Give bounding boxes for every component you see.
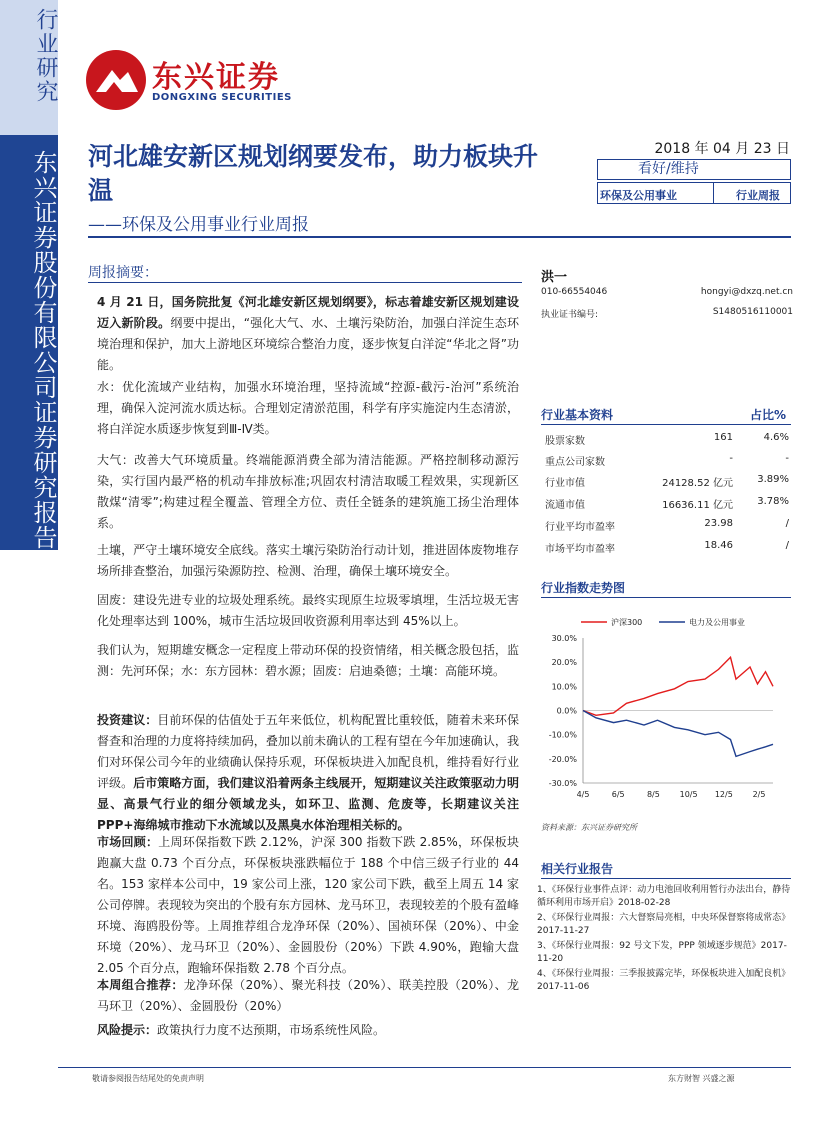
basic-info-pct-heading: 占比%	[750, 408, 787, 422]
table-row	[545, 428, 791, 449]
basic-info-heading: 行业基本资料	[541, 408, 614, 422]
footer-disclaimer: 敬请参阅报告结尾处的免责声明	[92, 1074, 204, 1083]
x-tick-label: 12/5	[714, 790, 733, 799]
summary-paragraph-6: 我们认为，短期雄安概念一定程度上带动环保的投资情绪，相关概念股包括，监测：先河环保；水：东方园林：碧水源；固废：启迪桑德；土壤：高能环境。	[97, 643, 519, 678]
trend-chart-divider	[541, 597, 791, 598]
y-tick-label: 10.0%	[551, 682, 577, 692]
p9-text: 龙净环保（20%）、聚光科技（20%）、联美控股（20%）、龙马环卫（20%）、金圆股份（20%）	[97, 978, 519, 1013]
sidebar-main-label: 东兴证券股份有限公司证券研究报告	[29, 150, 57, 550]
sector-name: 环保及公用事业	[600, 189, 677, 202]
sidebar-top-label: 行业研究	[33, 8, 58, 104]
trend-chart	[541, 608, 791, 813]
summary-divider	[88, 282, 522, 283]
p7-label: 投资建议：	[97, 713, 158, 727]
related-reports-divider	[541, 878, 791, 879]
summary-heading: 周报摘要：	[88, 265, 158, 281]
logo-text-cn: 东兴证券	[152, 60, 280, 95]
p10-label: 风险提示：	[97, 1023, 158, 1037]
related-report-item[interactable]: 2、《环保行业周报：六大督察局亮相，中央环保督察将成常态》2017-11-27	[537, 913, 791, 936]
p8-label: 市场回顾：	[97, 835, 159, 849]
row-label: 流通市值	[545, 500, 585, 511]
trend-chart-heading: 行业指数走势图	[541, 581, 626, 595]
row-label: 行业市值	[545, 478, 585, 489]
x-tick-label: 10/5	[679, 790, 698, 799]
row-pct: /	[785, 540, 789, 551]
footer-divider	[58, 1067, 791, 1068]
summary-paragraph-8	[97, 832, 519, 979]
row-label: 市场平均市盈率	[545, 544, 615, 555]
y-tick-label: -30.0%	[548, 779, 577, 788]
table-row	[545, 492, 791, 513]
company-logo-icon	[84, 48, 148, 112]
analyst-cert-label: 执业证书编号:	[541, 310, 599, 320]
sector-separator	[713, 183, 714, 203]
row-label: 重点公司家数	[545, 457, 605, 468]
p7-text: 目前环保的估值处于五年来低位，机构配置比重较低，随着未来环保督查和治理的力度将持续加码，叠加以前未确认的工程有望在今年加速确认，我们对环保公司今年的业绩确认保持乐观，环保板块进入加配良机，维持看好行业评级。	[97, 713, 519, 790]
sector-box	[597, 182, 791, 204]
summary-paragraph-1	[97, 292, 519, 376]
row-label: 行业平均市盈率	[545, 522, 615, 533]
x-tick-label: 2/5	[752, 790, 766, 799]
series-line	[583, 657, 773, 715]
header-divider	[88, 236, 791, 238]
summary-paragraph-10	[97, 1020, 519, 1041]
row-value: 16636.11 亿元	[662, 500, 733, 511]
summary-paragraph-7	[97, 710, 519, 836]
y-tick-label: -10.0%	[548, 730, 577, 740]
row-value: 161	[713, 432, 733, 443]
row-value: 24128.52 亿元	[662, 478, 733, 489]
row-pct: /	[785, 518, 789, 529]
table-row	[545, 514, 791, 535]
p9-label: 本周组合推荐：	[97, 978, 184, 992]
analyst-name: 洪一	[541, 270, 568, 285]
report-subtitle: ——环保及公用事业行业周报	[88, 215, 309, 235]
logo-text-en: DONGXING SECURITIES	[152, 92, 292, 103]
summary-paragraph-5: 固废：建设先进专业的垃圾处理系统。最终实现原生垃圾零填埋，生活垃圾无害化处理率达到 100%，城市生活垃圾回收资源利用率达到 45%以上。	[97, 593, 519, 628]
report-date: 2018 年 04 月 23 日	[654, 141, 790, 157]
row-value: 18.46	[704, 540, 733, 551]
table-row	[545, 536, 791, 557]
row-pct: 3.78%	[757, 496, 789, 507]
rating-box: 看好/维持	[597, 159, 791, 180]
summary-paragraph-9	[97, 975, 519, 1017]
y-tick-label: 30.0%	[551, 634, 577, 643]
related-reports-heading: 相关行业报告	[541, 862, 614, 876]
y-tick-label: -20.0%	[548, 754, 577, 764]
table-row	[545, 470, 791, 491]
row-pct: 4.6%	[763, 432, 789, 443]
row-value: -	[729, 453, 733, 464]
analyst-email[interactable]: hongyi@dxzq.net.cn	[700, 287, 793, 297]
analyst-cert-number: S1480516110001	[712, 307, 793, 317]
x-tick-label: 8/5	[646, 790, 660, 799]
summary-paragraph-2: 水：优化流域产业结构，加强水环境治理，坚持流域“控源-截污-治河”系统治理，确保入淀河流水质达标。合理划定清淤范围，科学有序实施淀内生态清淤，将白洋淀水质逐步恢复到Ⅲ-Ⅳ类。	[97, 380, 519, 436]
y-tick-label: 0.0%	[556, 706, 577, 716]
table-row	[545, 449, 791, 470]
row-label: 股票家数	[545, 436, 585, 447]
legend-label: 电力及公用事业	[689, 618, 745, 627]
x-tick-label: 4/5	[576, 790, 590, 799]
basic-info-divider	[541, 424, 791, 425]
row-pct: -	[785, 453, 789, 464]
report-title: 河北雄安新区规划纲要发布，助力板块升温	[88, 142, 539, 205]
summary-paragraph-4: 土壤，严守土壤环境安全底线。落实土壤污染防治行动计划，推进固体废物堆存场所排查整治，加强污染源防控、检测、治理，确保土壤环境安全。	[97, 543, 519, 578]
legend-label: 沪深300	[611, 618, 643, 627]
related-report-item[interactable]: 3、《环保行业周报：92 号文下发，PPP 领域逐步规范》2017-11-20	[537, 941, 787, 964]
related-report-item[interactable]: 4、《环保行业周报：三季报披露完毕，环保板块进入加配良机》2017-11-06	[537, 969, 791, 992]
report-type: 行业周报	[736, 189, 780, 202]
y-tick-label: 20.0%	[551, 658, 577, 668]
related-report-item[interactable]: 1、《环保行业事件点评：动力电池回收利用暂行办法出台，静待循环利用市场开启》2018-02-28	[537, 885, 791, 908]
p8-text: 上周环保指数下跌 2.12%，沪深 300 指数下跌 2.85%，环保板块跑赢大盘 0.73 个百分点，环保板块涨跌幅位于 188 个中信三级子行业的 44 名。153 家样本公司中，19 家公司上涨，120 家公司下跌，截至上周五 14 家公司停牌。表现较为突出的个股有东方园林、龙马环卫，表现较差的个股有盈峰环境、海鸥股份等。上周推荐组合龙净环保（20%）、国祯环保（20%）、中金环境（20%）、龙马环卫（20%）、金圆股份（20%）下跌 4.90%，跑输大盘 2.05 个百分点，跑输环保指数 2.78 个百分点。	[97, 835, 519, 975]
x-tick-label: 6/5	[611, 790, 625, 799]
series-line	[583, 711, 773, 757]
summary-paragraph-3: 大气：改善大气环境质量。终端能源消费全部为清洁能源。严格控制移动源污染，实行国内最严格的机动车排放标准;巩固农村清洁取暖工程效果，实现新区散煤“清零”;构建过程全覆盖、管理全方位、责任全链条的建筑施工扬尘治理体系。	[97, 453, 519, 530]
p10-text: 政策执行力度不达预期，市场系统性风险。	[157, 1023, 386, 1037]
p7-bold: 后市策略方面，我们建议沿着两条主线展开，短期建议关注政策驱动力明显、高景气行业的细分领域龙头，如环卫、监测、危废等，长期建议关注 PPP+海绵城市推动下水流域以及黑臭水体治理相关标的。	[97, 776, 519, 832]
p1-bold: 4 月 21 日，国务院批复《河北雄安新区规划纲要》，标志着雄安新区规划建设迈入新阶段。	[97, 295, 519, 330]
analyst-phone: 010-66554046	[541, 287, 608, 297]
p1-rest: 纲要中提出，“强化大气、水、土壤污染防治，加强白洋淀生态环境治理和保护，加大上游地区环境综合整治力度，逐步恢复白洋淀“华北之肾”功能。	[97, 316, 519, 372]
chart-source: 资料来源：东兴证券研究所	[541, 823, 637, 832]
row-pct: 3.89%	[757, 474, 789, 485]
row-value: 23.98	[704, 518, 733, 529]
footer-slogan: 东方财智 兴盛之源	[668, 1074, 735, 1083]
